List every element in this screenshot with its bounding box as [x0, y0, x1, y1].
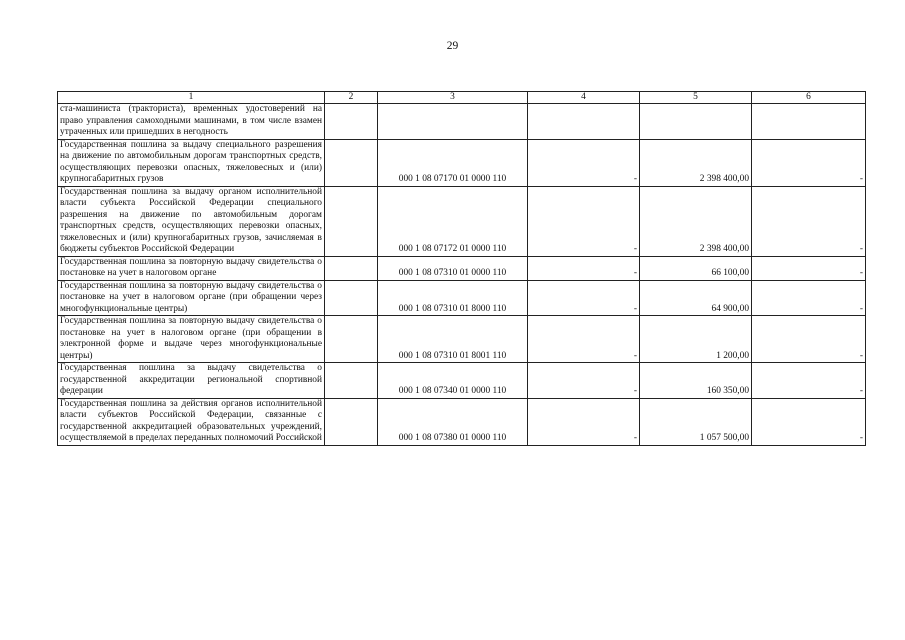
row-name-cell: Государственная пошлина за выдачу органом исполнительной власти субъекта Российской Федерации специального разрешения на движение по автомобильным дорогам транспортных средств, осуществляющих перевозки опасных, тяжеловесных и (или) крупногабаритных грузов, зачисляемая в бюджеты субъектов Российской Федерации	[58, 186, 325, 256]
column-header: 3	[378, 92, 528, 104]
row-col4-cell: -	[528, 186, 640, 256]
row-name-cell: Государственная пошлина за повторную выдачу свидетельства о постановке на учет в налоговом органе (при обращении в электронной форме и выдаче через многофункциональные центры)	[58, 316, 325, 363]
amount-cell: 1 057 500,00	[640, 398, 752, 445]
amount-cell: 2 398 400,00	[640, 139, 752, 186]
amount-cell: 64 900,00	[640, 280, 752, 316]
row-col4-cell: -	[528, 398, 640, 445]
table-row	[58, 280, 866, 316]
column-header: 5	[640, 92, 752, 104]
row-col2-cell	[325, 398, 378, 445]
row-col4-cell: -	[528, 316, 640, 363]
budget-code-cell: 000 1 08 07172 01 0000 110	[378, 186, 528, 256]
table-row	[58, 139, 866, 186]
table-row	[58, 104, 866, 140]
row-col2-cell	[325, 363, 378, 399]
row-col2-cell	[325, 186, 378, 256]
row-col6-cell	[752, 104, 866, 140]
budget-code-cell: 000 1 08 07340 01 0000 110	[378, 363, 528, 399]
budget-code-cell: 000 1 08 07310 01 8001 110	[378, 316, 528, 363]
row-name-cell: ста-машиниста (тракториста), временных удостоверений на право управления самоходными машинами, в том числе взамен утраченных или пришедших в негодность	[58, 104, 325, 140]
column-header: 1	[58, 92, 325, 104]
row-name-cell: Государственная пошлина за действия органов исполнительной власти субъектов Российской Федерации, связанные с государственной аккредитацией образовательных учреждений, осуществляемой в пределах переданных полномочий Российской	[58, 398, 325, 445]
row-col2-cell	[325, 139, 378, 186]
row-name-cell: Государственная пошлина за выдачу свидетельства о государственной аккредитации региональной спортивной федерации	[58, 363, 325, 399]
amount-cell: 160 350,00	[640, 363, 752, 399]
budget-code-cell: 000 1 08 07380 01 0000 110	[378, 398, 528, 445]
row-col6-cell: -	[752, 280, 866, 316]
amount-cell: 2 398 400,00	[640, 186, 752, 256]
row-col4-cell: -	[528, 363, 640, 399]
table-row	[58, 186, 866, 256]
row-col6-cell: -	[752, 139, 866, 186]
row-col2-cell	[325, 280, 378, 316]
table-row	[58, 316, 866, 363]
row-col4-cell: -	[528, 280, 640, 316]
row-name-cell: Государственная пошлина за повторную выдачу свидетельства о постановке на учет в налоговом органе (при обращении через многофункциональные центры)	[58, 280, 325, 316]
row-name-cell: Государственная пошлина за выдачу специального разрешения на движение по автомобильным дорогам транспортных средств, осуществляющих перевозки опасных, тяжеловесных и (или) крупногабаритных грузов	[58, 139, 325, 186]
row-col2-cell	[325, 316, 378, 363]
budget-code-cell	[378, 104, 528, 140]
amount-cell: 66 100,00	[640, 256, 752, 280]
row-col4-cell: -	[528, 139, 640, 186]
table-row	[58, 363, 866, 399]
amount-cell	[640, 104, 752, 140]
row-col6-cell: -	[752, 363, 866, 399]
table-row	[58, 256, 866, 280]
row-col2-cell	[325, 104, 378, 140]
row-name-cell: Государственная пошлина за повторную выдачу свидетельства о постановке на учет в налоговом органе	[58, 256, 325, 280]
table-header-row	[58, 92, 866, 104]
column-header: 6	[752, 92, 866, 104]
budget-code-cell: 000 1 08 07310 01 0000 110	[378, 256, 528, 280]
row-col4-cell: -	[528, 256, 640, 280]
row-col2-cell	[325, 256, 378, 280]
budget-code-cell: 000 1 08 07170 01 0000 110	[378, 139, 528, 186]
column-header: 2	[325, 92, 378, 104]
page-number: 29	[446, 40, 459, 52]
amount-cell: 1 200,00	[640, 316, 752, 363]
row-col4-cell	[528, 104, 640, 140]
row-col6-cell: -	[752, 316, 866, 363]
column-header: 4	[528, 92, 640, 104]
table-row	[58, 398, 866, 445]
revenue-table	[57, 91, 866, 446]
row-col6-cell: -	[752, 186, 866, 256]
row-col6-cell: -	[752, 256, 866, 280]
budget-code-cell: 000 1 08 07310 01 8000 110	[378, 280, 528, 316]
row-col6-cell: -	[752, 398, 866, 445]
